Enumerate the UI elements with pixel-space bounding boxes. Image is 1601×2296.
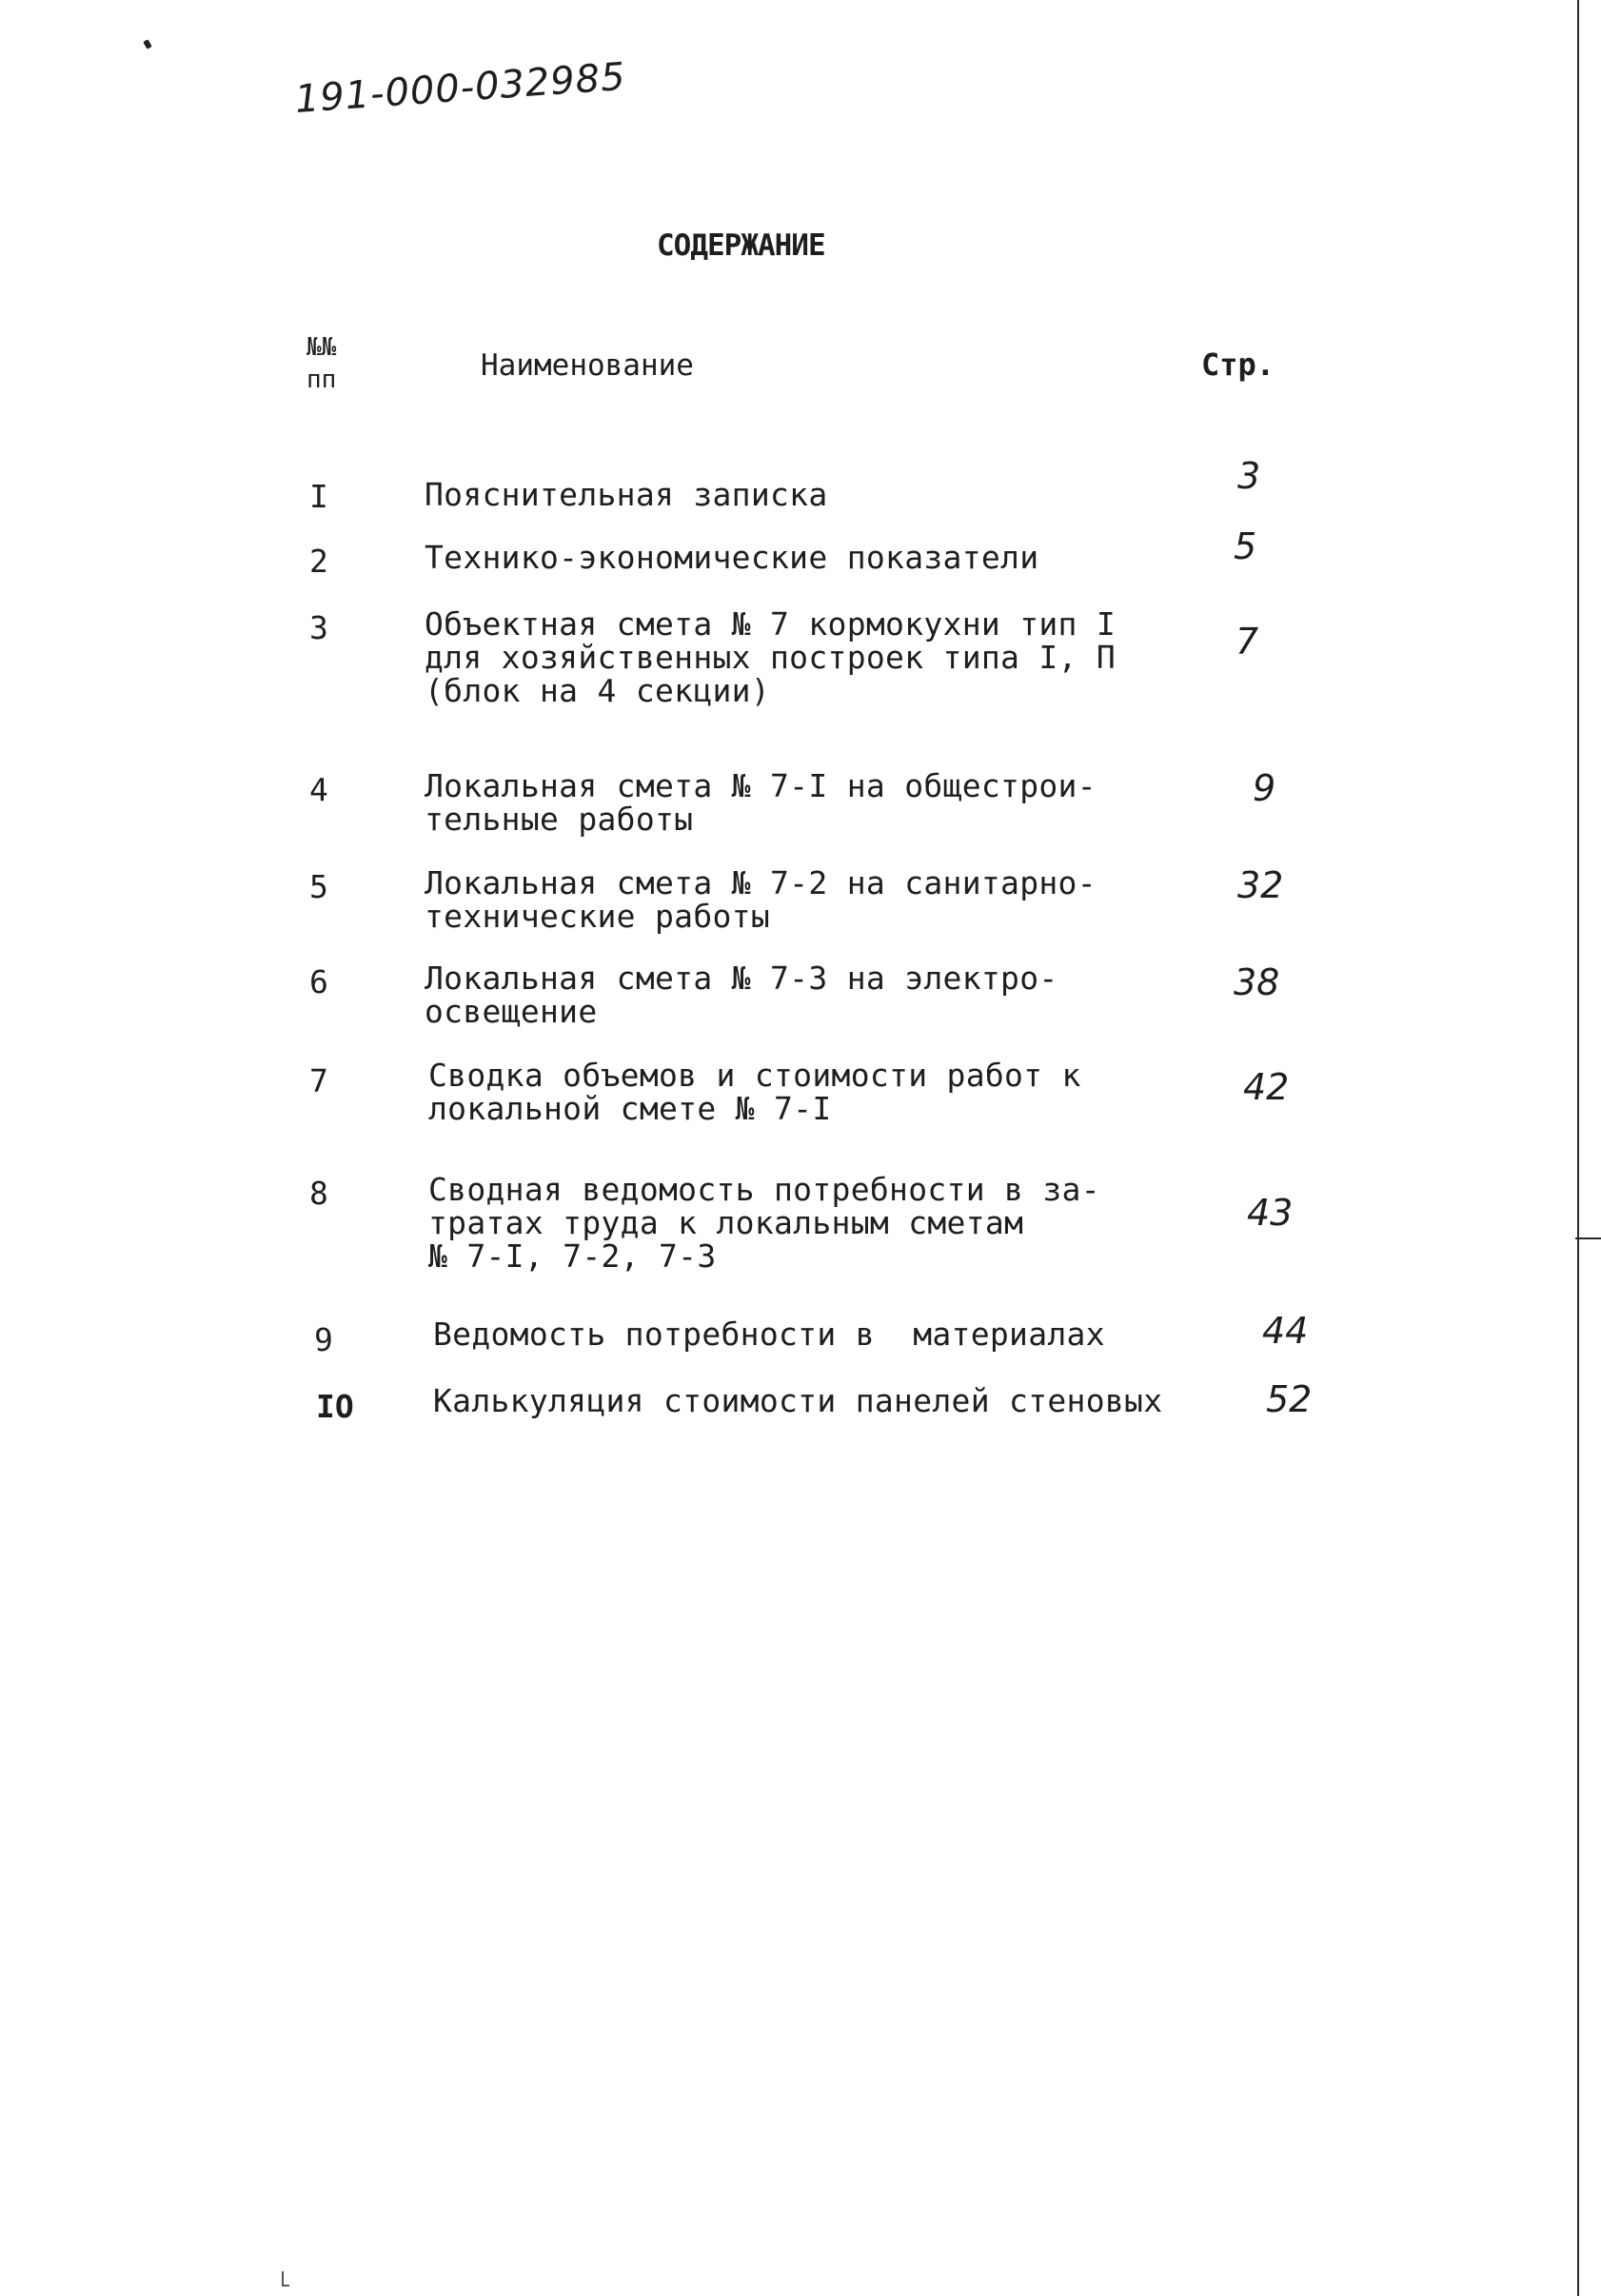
header-name-column: Наименование [481, 348, 694, 383]
row-title: Пояснительная записка [425, 476, 828, 513]
row-number: 7 [309, 1062, 328, 1099]
row-page-number: 42 [1243, 1066, 1290, 1108]
row-title: Локальная смета № 7-2 на санитарно- технические работы [425, 864, 1097, 935]
row-title: Локальная смета № 7-3 на электро- освещение [425, 960, 1058, 1030]
row-number: 8 [309, 1175, 328, 1212]
row-number: 5 [309, 868, 328, 905]
row-number: IO [316, 1388, 354, 1425]
row-number: 2 [309, 543, 328, 580]
page-edge-line [1577, 0, 1579, 2296]
row-title: Сводная ведомость потребности в за- тратах труда к локальным сметам № 7-I, 7-2, 7-3 [428, 1171, 1100, 1275]
row-page-number: 9 [1253, 767, 1276, 809]
row-number: 3 [309, 609, 328, 646]
row-page-number: 43 [1247, 1192, 1294, 1234]
row-title: Ведомость потребности в материалах [433, 1316, 1105, 1353]
row-number: 9 [314, 1321, 333, 1358]
edge-tick-mark [1575, 1237, 1601, 1239]
handwritten-reference-number: 191-000-032985 [293, 54, 628, 122]
header-number-column: №№ пп [306, 333, 337, 394]
row-number: 4 [309, 771, 328, 808]
row-page-number: 32 [1237, 864, 1284, 906]
row-page-number: 7 [1235, 621, 1259, 663]
row-page-number: 3 [1237, 455, 1261, 497]
row-page-number: 44 [1262, 1310, 1309, 1352]
row-number: I [309, 478, 328, 515]
row-title: Сводка объемов и стоимости работ к локальной смете № 7-I [428, 1057, 1081, 1127]
row-title: Калькуляция стоимости панелей стеновых [433, 1382, 1163, 1419]
row-page-number: 52 [1266, 1378, 1313, 1420]
corner-mark [282, 2271, 289, 2286]
header-page-column: Стр. [1201, 346, 1275, 383]
row-title: Локальная смета № 7-I на общестрои- тельные работы [425, 767, 1097, 838]
page-title: СОДЕРЖАНИЕ [657, 228, 825, 263]
ink-speck [143, 39, 152, 49]
row-number: 6 [309, 963, 328, 1000]
row-title: Объектная смета № 7 кормокухни тип I для хозяйственных построек типа I, П (блок на 4 секции) [425, 605, 1117, 709]
row-title: Технико-экономические показатели [425, 539, 1039, 576]
row-page-number: 38 [1234, 961, 1280, 1003]
row-page-number: 5 [1234, 525, 1257, 567]
